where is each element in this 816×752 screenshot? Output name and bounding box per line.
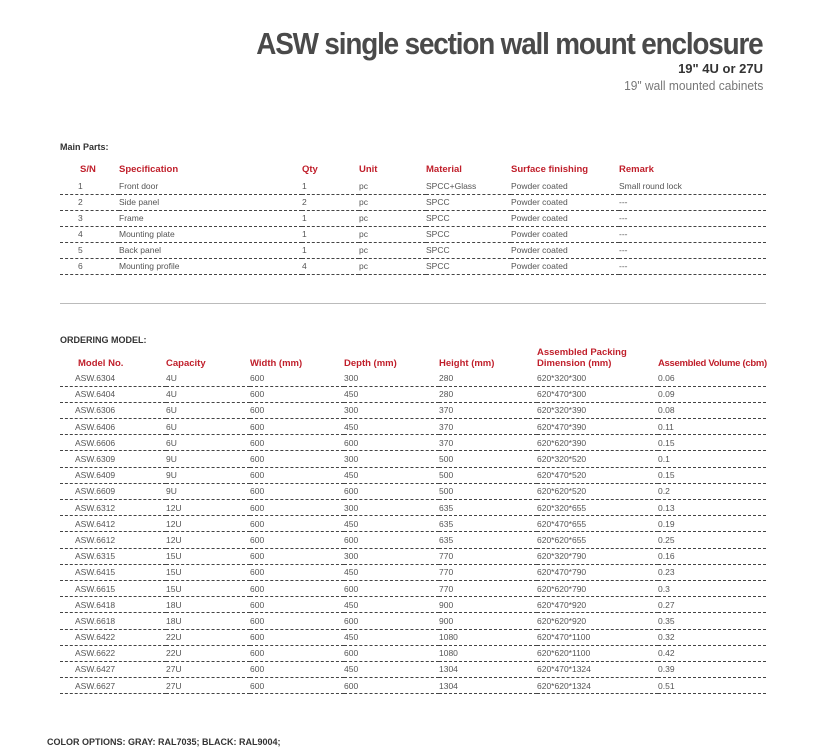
cell-width: 600 — [250, 661, 344, 677]
cell-height: 370 — [439, 435, 537, 451]
cell-height: 500 — [439, 483, 537, 499]
cell-remark: --- — [619, 258, 766, 274]
cell-model-no: ASW.6315 — [60, 548, 166, 564]
cell-sn: 2 — [60, 194, 119, 210]
cell-volume: 0.35 — [658, 613, 766, 629]
ordering-model-table — [60, 345, 766, 694]
table-row — [60, 402, 766, 418]
cell-capacity: 6U — [166, 402, 250, 418]
cell-depth: 600 — [344, 532, 439, 548]
cell-unit: pc — [359, 242, 426, 258]
column-header-depth: Depth (mm) — [344, 358, 397, 369]
section-divider — [60, 303, 766, 304]
cell-volume: 0.27 — [658, 597, 766, 613]
page-tagline: 19" wall mounted cabinets — [623, 78, 763, 93]
cell-width: 600 — [250, 402, 344, 418]
column-header-height: Height (mm) — [439, 358, 495, 369]
cell-height: 770 — [439, 548, 537, 564]
cell-packing-dimension: 620*470*390 — [537, 419, 658, 435]
cell-depth: 600 — [344, 678, 439, 694]
cell-material: SPCC — [426, 242, 511, 258]
cell-packing-dimension: 620*620*655 — [537, 532, 658, 548]
cell-depth: 450 — [344, 516, 439, 532]
cell-qty: 1 — [302, 210, 359, 226]
cell-height: 370 — [439, 402, 537, 418]
cell-capacity: 6U — [166, 419, 250, 435]
cell-sn: 1 — [60, 178, 119, 194]
cell-capacity: 15U — [166, 564, 250, 580]
cell-model-no: ASW.6627 — [60, 678, 166, 694]
column-header-material: Material — [426, 164, 462, 175]
table-row — [60, 194, 766, 210]
cell-width: 600 — [250, 451, 344, 467]
cell-packing-dimension: 620*470*520 — [537, 467, 658, 483]
cell-specification: Frame — [119, 210, 302, 226]
cell-model-no: ASW.6412 — [60, 516, 166, 532]
table-row — [60, 483, 766, 499]
table-row — [60, 451, 766, 467]
cell-height: 1080 — [439, 645, 537, 661]
cell-height: 500 — [439, 451, 537, 467]
cell-remark: --- — [619, 226, 766, 242]
cell-model-no: ASW.6415 — [60, 564, 166, 580]
table-row — [60, 467, 766, 483]
cell-unit: pc — [359, 226, 426, 242]
table-row — [60, 258, 766, 274]
cell-capacity: 27U — [166, 661, 250, 677]
cell-volume: 0.19 — [658, 516, 766, 532]
cell-width: 600 — [250, 678, 344, 694]
cell-depth: 600 — [344, 645, 439, 661]
main-parts-label: Main Parts: — [60, 142, 109, 152]
cell-model-no: ASW.6304 — [60, 370, 166, 386]
cell-material: SPCC — [426, 210, 511, 226]
cell-height: 770 — [439, 580, 537, 596]
table-row — [60, 678, 766, 694]
table-row — [60, 419, 766, 435]
cell-width: 600 — [250, 467, 344, 483]
cell-volume: 0.32 — [658, 629, 766, 645]
cell-height: 370 — [439, 419, 537, 435]
cell-capacity: 18U — [166, 597, 250, 613]
ordering-header-row — [60, 345, 766, 370]
cell-depth: 600 — [344, 483, 439, 499]
cell-depth: 450 — [344, 564, 439, 580]
cell-capacity: 22U — [166, 645, 250, 661]
cell-height: 635 — [439, 500, 537, 516]
table-row — [60, 370, 766, 386]
cell-depth: 450 — [344, 629, 439, 645]
cell-model-no: ASW.6404 — [60, 386, 166, 402]
cell-remark: --- — [619, 210, 766, 226]
cell-model-no: ASW.6612 — [60, 532, 166, 548]
cell-unit: pc — [359, 178, 426, 194]
cell-packing-dimension: 620*320*300 — [537, 370, 658, 386]
cell-capacity: 18U — [166, 613, 250, 629]
main-parts-header-row — [60, 161, 766, 178]
cell-specification: Mounting profile — [119, 258, 302, 274]
cell-volume: 0.23 — [658, 564, 766, 580]
cell-width: 600 — [250, 597, 344, 613]
page-subtitle: 19" 4U or 27U — [678, 61, 763, 76]
cell-depth: 300 — [344, 370, 439, 386]
cell-specification: Back panel — [119, 242, 302, 258]
table-row — [60, 242, 766, 258]
cell-unit: pc — [359, 210, 426, 226]
cell-capacity: 4U — [166, 386, 250, 402]
cell-packing-dimension: 620*470*1324 — [537, 661, 658, 677]
cell-capacity: 15U — [166, 580, 250, 596]
table-row — [60, 210, 766, 226]
cell-height: 900 — [439, 613, 537, 629]
cell-depth: 600 — [344, 580, 439, 596]
cell-model-no: ASW.6615 — [60, 580, 166, 596]
cell-capacity: 12U — [166, 500, 250, 516]
cell-volume: 0.16 — [658, 548, 766, 564]
table-row — [60, 564, 766, 580]
cell-surface-finishing: Powder coated — [511, 242, 619, 258]
cell-specification: Front door — [119, 178, 302, 194]
cell-height: 280 — [439, 386, 537, 402]
cell-material: SPCC — [426, 194, 511, 210]
cell-sn: 4 — [60, 226, 119, 242]
cell-depth: 300 — [344, 402, 439, 418]
cell-packing-dimension: 620*470*790 — [537, 564, 658, 580]
cell-volume: 0.25 — [658, 532, 766, 548]
cell-volume: 0.51 — [658, 678, 766, 694]
cell-volume: 0.13 — [658, 500, 766, 516]
cell-surface-finishing: Powder coated — [511, 226, 619, 242]
cell-volume: 0.09 — [658, 386, 766, 402]
cell-depth: 300 — [344, 451, 439, 467]
cell-depth: 300 — [344, 548, 439, 564]
cell-depth: 450 — [344, 661, 439, 677]
cell-width: 600 — [250, 483, 344, 499]
cell-material: SPCC+Glass — [426, 178, 511, 194]
cell-unit: pc — [359, 258, 426, 274]
cell-volume: 0.2 — [658, 483, 766, 499]
cell-packing-dimension: 620*620*920 — [537, 613, 658, 629]
cell-model-no: ASW.6606 — [60, 435, 166, 451]
column-header-sn: S/N — [80, 164, 96, 175]
cell-sn: 5 — [60, 242, 119, 258]
cell-model-no: ASW.6427 — [60, 661, 166, 677]
cell-width: 600 — [250, 564, 344, 580]
cell-capacity: 12U — [166, 532, 250, 548]
column-header-remark: Remark — [619, 164, 654, 175]
cell-height: 900 — [439, 597, 537, 613]
table-row — [60, 435, 766, 451]
cell-qty: 4 — [302, 258, 359, 274]
cell-depth: 450 — [344, 386, 439, 402]
table-row — [60, 226, 766, 242]
cell-material: SPCC — [426, 258, 511, 274]
cell-packing-dimension: 620*470*655 — [537, 516, 658, 532]
cell-height: 635 — [439, 516, 537, 532]
column-header-specification: Specification — [119, 164, 179, 175]
cell-width: 600 — [250, 435, 344, 451]
cell-packing-dimension: 620*620*1324 — [537, 678, 658, 694]
cell-height: 1304 — [439, 678, 537, 694]
cell-height: 500 — [439, 467, 537, 483]
cell-width: 600 — [250, 548, 344, 564]
cell-remark: --- — [619, 194, 766, 210]
cell-height: 1304 — [439, 661, 537, 677]
cell-depth: 600 — [344, 435, 439, 451]
column-header-assembled-volume: Assembled Volume (cbm) — [658, 358, 767, 369]
table-row — [60, 629, 766, 645]
column-header-surface-finishing: Surface finishing — [511, 164, 589, 175]
cell-packing-dimension: 620*320*790 — [537, 548, 658, 564]
cell-volume: 0.08 — [658, 402, 766, 418]
cell-volume: 0.1 — [658, 451, 766, 467]
cell-width: 600 — [250, 419, 344, 435]
cell-height: 1080 — [439, 629, 537, 645]
cell-width: 600 — [250, 500, 344, 516]
cell-model-no: ASW.6406 — [60, 419, 166, 435]
cell-volume: 0.3 — [658, 580, 766, 596]
column-header-qty: Qty — [302, 164, 318, 175]
cell-model-no: ASW.6622 — [60, 645, 166, 661]
cell-remark: --- — [619, 242, 766, 258]
cell-volume: 0.11 — [658, 419, 766, 435]
cell-capacity: 6U — [166, 435, 250, 451]
cell-volume: 0.42 — [658, 645, 766, 661]
cell-remark: Small round lock — [619, 178, 766, 194]
cell-packing-dimension: 620*620*390 — [537, 435, 658, 451]
cell-depth: 600 — [344, 613, 439, 629]
cell-capacity: 12U — [166, 516, 250, 532]
cell-width: 600 — [250, 532, 344, 548]
table-row — [60, 386, 766, 402]
cell-capacity: 15U — [166, 548, 250, 564]
cell-packing-dimension: 620*620*790 — [537, 580, 658, 596]
cell-depth: 300 — [344, 500, 439, 516]
cell-packing-dimension: 620*320*655 — [537, 500, 658, 516]
cell-capacity: 22U — [166, 629, 250, 645]
cell-qty: 1 — [302, 242, 359, 258]
cell-depth: 450 — [344, 597, 439, 613]
cell-capacity: 9U — [166, 451, 250, 467]
cell-surface-finishing: Powder coated — [511, 258, 619, 274]
color-options-note: COLOR OPTIONS: GRAY: RAL7035; BLACK: RAL9004; — [47, 737, 281, 747]
cell-volume: 0.15 — [658, 435, 766, 451]
cell-qty: 1 — [302, 178, 359, 194]
cell-surface-finishing: Powder coated — [511, 178, 619, 194]
table-row — [60, 613, 766, 629]
cell-surface-finishing: Powder coated — [511, 210, 619, 226]
cell-qty: 2 — [302, 194, 359, 210]
column-header-packing-dimension: Assembled Packing Dimension (mm) — [537, 347, 627, 369]
column-header-capacity: Capacity — [166, 358, 206, 369]
cell-volume: 0.06 — [658, 370, 766, 386]
cell-depth: 450 — [344, 419, 439, 435]
cell-capacity: 9U — [166, 483, 250, 499]
column-header-unit: Unit — [359, 164, 378, 175]
cell-material: SPCC — [426, 226, 511, 242]
cell-width: 600 — [250, 580, 344, 596]
cell-width: 600 — [250, 516, 344, 532]
cell-height: 770 — [439, 564, 537, 580]
cell-width: 600 — [250, 613, 344, 629]
main-parts-table — [60, 161, 766, 275]
cell-qty: 1 — [302, 226, 359, 242]
cell-model-no: ASW.6306 — [60, 402, 166, 418]
cell-specification: Mounting plate — [119, 226, 302, 242]
cell-packing-dimension: 620*320*520 — [537, 451, 658, 467]
table-row — [60, 597, 766, 613]
table-row — [60, 500, 766, 516]
cell-model-no: ASW.6309 — [60, 451, 166, 467]
table-row — [60, 580, 766, 596]
cell-capacity: 27U — [166, 678, 250, 694]
page-title: ASW single section wall mount enclosure — [256, 26, 763, 61]
cell-width: 600 — [250, 629, 344, 645]
cell-model-no: ASW.6609 — [60, 483, 166, 499]
cell-width: 600 — [250, 370, 344, 386]
table-row — [60, 661, 766, 677]
ordering-model-label: ORDERING MODEL: — [60, 335, 147, 345]
cell-volume: 0.39 — [658, 661, 766, 677]
column-header-width: Width (mm) — [250, 358, 303, 369]
cell-model-no: ASW.6409 — [60, 467, 166, 483]
cell-unit: pc — [359, 194, 426, 210]
cell-packing-dimension: 620*620*1100 — [537, 645, 658, 661]
cell-capacity: 9U — [166, 467, 250, 483]
cell-specification: Side panel — [119, 194, 302, 210]
cell-width: 600 — [250, 386, 344, 402]
cell-model-no: ASW.6418 — [60, 597, 166, 613]
cell-packing-dimension: 620*320*390 — [537, 402, 658, 418]
cell-sn: 3 — [60, 210, 119, 226]
table-row — [60, 178, 766, 194]
cell-packing-dimension: 620*470*300 — [537, 386, 658, 402]
cell-height: 280 — [439, 370, 537, 386]
table-row — [60, 548, 766, 564]
cell-model-no: ASW.6422 — [60, 629, 166, 645]
cell-volume: 0.15 — [658, 467, 766, 483]
cell-height: 635 — [439, 532, 537, 548]
cell-depth: 450 — [344, 467, 439, 483]
column-header-model-no: Model No. — [78, 358, 124, 369]
table-row — [60, 645, 766, 661]
table-row — [60, 516, 766, 532]
cell-width: 600 — [250, 645, 344, 661]
cell-capacity: 4U — [166, 370, 250, 386]
cell-surface-finishing: Powder coated — [511, 194, 619, 210]
table-row — [60, 532, 766, 548]
cell-model-no: ASW.6618 — [60, 613, 166, 629]
cell-model-no: ASW.6312 — [60, 500, 166, 516]
cell-sn: 6 — [60, 258, 119, 274]
cell-packing-dimension: 620*470*920 — [537, 597, 658, 613]
cell-packing-dimension: 620*470*1100 — [537, 629, 658, 645]
cell-packing-dimension: 620*620*520 — [537, 483, 658, 499]
